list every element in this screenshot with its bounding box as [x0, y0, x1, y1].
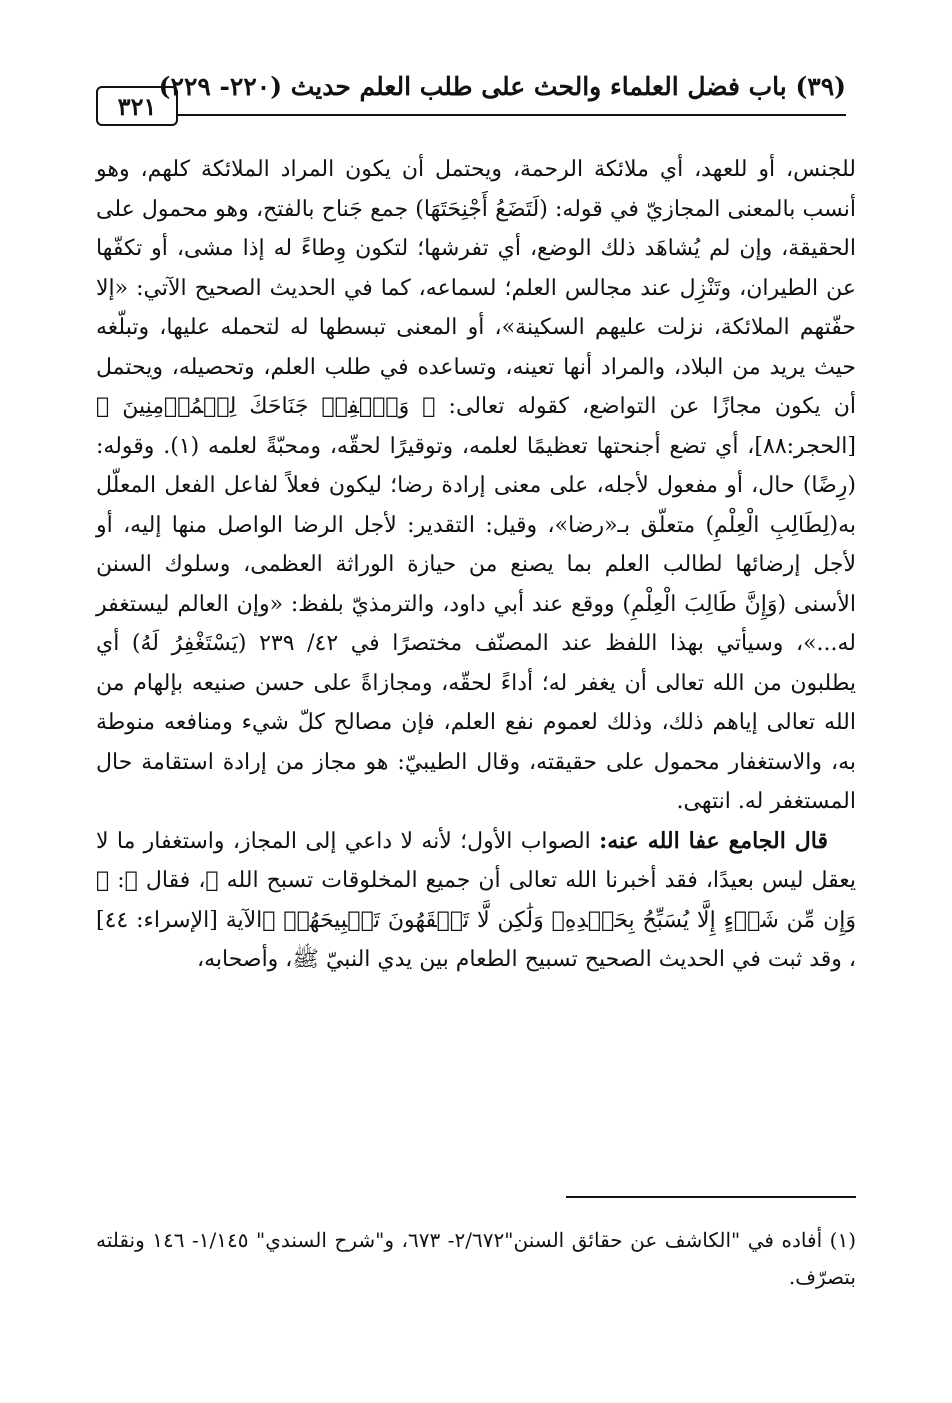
paragraph-1: للجنس، أو للعهد، أي ملائكة الرحمة، ويحتمل أن يكون المراد الملائكة كلهم، وهو أنسب بالمعنى المجازيّ في قوله: (لَتَضَعُ أَجْنِحَتَهَا) جمع جَناح بالفتح، وهو محمول على الحقيقة، وإن لم يُشاهَد ذلك الوضع، أي تفرشها؛ لتكون وِطاءً له إذا مشى، أو تكفّها عن الطيران، وتَنْزِل عند مجالس العلم؛ لسماعه، كما في الحديث الصحيح الآتي: «إلا حفّتهم الملائكة، نزلت عليهم السكينة»، أو المعنى تبسطها له لتحمله عليها، وتبلّغه حيث يريد من البلاد، والمراد أنها تعينه، وتساعده في طلب العلم، وتحصيله، ويحتمل أن يكون مجازًا عن التواضع، كقوله تعالى: ﴿ وَٱخۡفِضۡ جَنَاحَكَ لِلۡمُؤۡمِنِينَ ﴾ [الحجر:٨٨]، أي تضع أجنحتها تعظيمًا لعلمه، وتوقيرًا لحقّه، ومحبّةً لعلمه (١). وقوله: (رِضًا) حال، أو مفعول لأجله، على معنى إرادة رضا؛ ليكون فعلاً لفاعل الفعل المعلّل به(لِطَالِبِ الْعِلْمِ) متعلّق بـ«رضا»، وقيل: التقدير: لأجل الرضا الواصل منها إليه، أو لأجل إرضائها لطالب العلم بما يصنع من حيازة الوراثة العظمى، وسلوك السنن الأسنى (وَإِنَّ طَالِبَ الْعِلْمِ) ووقع عند أبي داود، والترمذيّ بلفظ: «وإن العالم ليستغفر له...»، وسيأتي بهذا اللفظ عند المصنّف مختصرًا في ٤٢/ ٢٣٩ (يَسْتَغْفِرُ لَهُ) أي يطلبون من الله تعالى أن يغفر له؛ أداءً لحقّه، ومجازاةً على حسن صنيعه بإلهام من الله تعالى إياهم ذلك، وذلك لعموم نفع العلم، فإن مصالح كلّ شيء ومنافعه منوطة به، والاستغفار محمول على حقيقته، وقال الطيبيّ: هو مجاز من إرادة استقامة حال المستغفر له. انتهى. [96, 157, 857, 814]
footnotes [96, 1222, 856, 1296]
paragraph-2 [96, 822, 856, 980]
running-header [96, 70, 856, 128]
paragraph-2-lead: قال الجامع عفا الله عنه: [599, 827, 829, 854]
chapter-heading: (٣٩) باب فضل العلماء والحث على طلب العلم حديث (٢٢٠- ٢٢٩) [158, 72, 846, 101]
footnote-separator [566, 1196, 856, 1198]
header-rule [176, 114, 846, 116]
paragraph-2-text: الصواب الأول؛ لأنه لا داعي إلى المجاز، واستغفار ما لا يعقل ليس بعيدًا، فقد أخبرنا الله تعالى أن جميع المخلوقات تسبح الله ﷻ، فقال ﷻ: ﴿ وَإِن مِّن شَيۡءٍ إِلَّا يُسَبِّحُ بِحَمۡدِهِۦ وَلَٰكِن لَّا تَفۡقَهُونَ تَسۡبِيحَهُمۡ ﴾الآية [الإسراء: ٤٤] ، وقد ثبت في الحديث الصحيح تسبيح الطعام بين يدي النبيّ ﷺ، وأصحابه، [96, 828, 856, 972]
main-text [96, 150, 856, 980]
page-number: ٣٢١ [96, 86, 178, 126]
footnote-1: (١) أفاده في "الكاشف عن حقائق السنن"٢/٦٧٢- ٦٧٣، و"شرح السندي" ١/١٤٥- ١٤٦ ونقلته بتصرّف. [96, 1228, 857, 1289]
